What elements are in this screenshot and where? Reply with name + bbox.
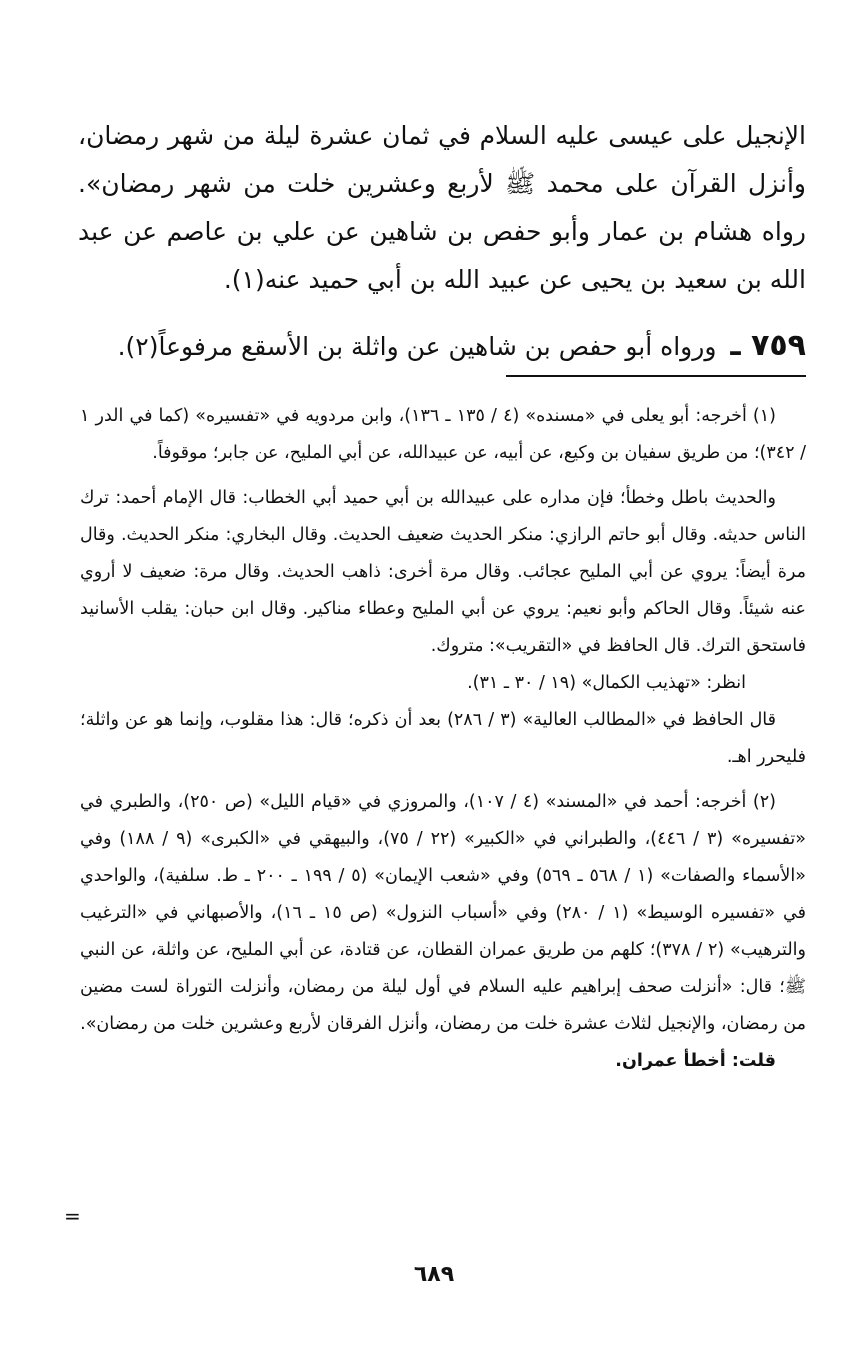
page-number: ٦٨٩ bbox=[413, 1262, 455, 1287]
footnote-1-discussion: والحديث باطل وخطأ؛ فإن مداره على عبيدالله بن أبي حميد أبي الخطاب: قال الإمام أحمد: ترك الناس حديثه. وقال أبو حاتم الرازي: منكر الحديث ضعيف الحديث. وقال البخاري: منكر الحديث. وقال مرة أيضاً: يروي عن أبي المليح عجائب. وقال مرة أخرى: ذاهب الحديث. وقال مرة: ضعيف لا أروي عنه شيئاً. وقال الحاكم وأبو نعيم: يروي عن أبي المليح وعطاء مناكير. وقال ابن حبان: يقلب الأسانيد فاستحق الترك. قال الحافظ في «التقريب»: متروك. bbox=[80, 488, 806, 656]
hadith-number: ٧٥٩ ـ bbox=[730, 328, 806, 363]
footnote-2: (٢) أخرجه: أحمد في «المسند» (٤ / ١٠٧)، والمروزي في «قيام الليل» (ص ٢٥٠)، والطبري في «تفسيره» (٣ / ٤٤٦)، والطبراني في «الكبير» (٢٢ / ٧٥)، والبيهقي في «الكبرى» (٩ / ١٨٨) وفي «الأسماء والصفات» (١ / ٥٦٨ ـ ٥٦٩) وفي «شعب الإيمان» (٥ / ١٩٩ ـ ٢٠٠ ـ ط. سلفية)، والواحدي في «تفسيره الوسيط» (١ / ٢٨٠) وفي «أسباب النزول» (ص ١٥ ـ ١٦)، والأصبهاني في «الترغيب والترهيب» (٢ / ٣٧٨)؛ كلهم من طريق عمران القطان، عن قتادة، عن أبي المليح، عن واثلة، عن النبي ﷺ؛ قال: «أنزلت صحف إبراهيم عليه السلام في أول ليلة من رمضان، وأنزلت التوراة لست مضين من رمضان، والإنجيل لثلاث عشرة خلت من رمضان، وأنزل الفرقان لأربع وعشرين خلت من رمضان». bbox=[80, 792, 807, 1034]
footnotes-block bbox=[80, 398, 806, 1080]
main-paragraph: الإنجيل على عيسى عليه السلام في ثمان عشرة ليلة من شهر رمضان، وأنزل القرآن على محمد ﷺ لأربع وعشرين خلت من شهر رمضان». رواه هشام بن عمار وأبو حفص بن شاهين عن علي بن عاصم عن عبد الله بن سعيد بن يحيى عن عبيد الله بن أبي حميد عنه(١). bbox=[78, 121, 806, 294]
continuation-mark: = bbox=[64, 1204, 81, 1228]
footnote-1-hafiz: قال الحافظ في «المطالب العالية» (٣ / ٢٨٦) بعد أن ذكره؛ قال: هذا مقلوب، وإنما هو عن واثلة؛ فليحرر اهـ. bbox=[80, 710, 806, 767]
hadith-759 bbox=[78, 322, 806, 371]
hadith-text: ورواه أبو حفص بن شاهين عن واثلة بن الأسقع مرفوعاً(٢). bbox=[117, 332, 717, 361]
main-text-block bbox=[78, 112, 806, 371]
footnote-2-note: قلت: أخطأ عمران. bbox=[615, 1051, 776, 1071]
footnote-1-see: انظر: «تهذيب الكمال» (١٩ / ٣٠ ـ ٣١). bbox=[467, 673, 746, 693]
footnote-1: (١) أخرجه: أبو يعلى في «مسنده» (٤ / ١٣٥ ـ ١٣٦)، وابن مردويه في «تفسيره» (كما في الدر ١ / ٣٤٢)؛ من طريق سفيان بن وكيع، عن أبيه، عن عبيدالله، عن أبي المليح، عن جابر؛ موقوفاً. bbox=[80, 406, 806, 463]
footnote-separator bbox=[506, 375, 806, 377]
